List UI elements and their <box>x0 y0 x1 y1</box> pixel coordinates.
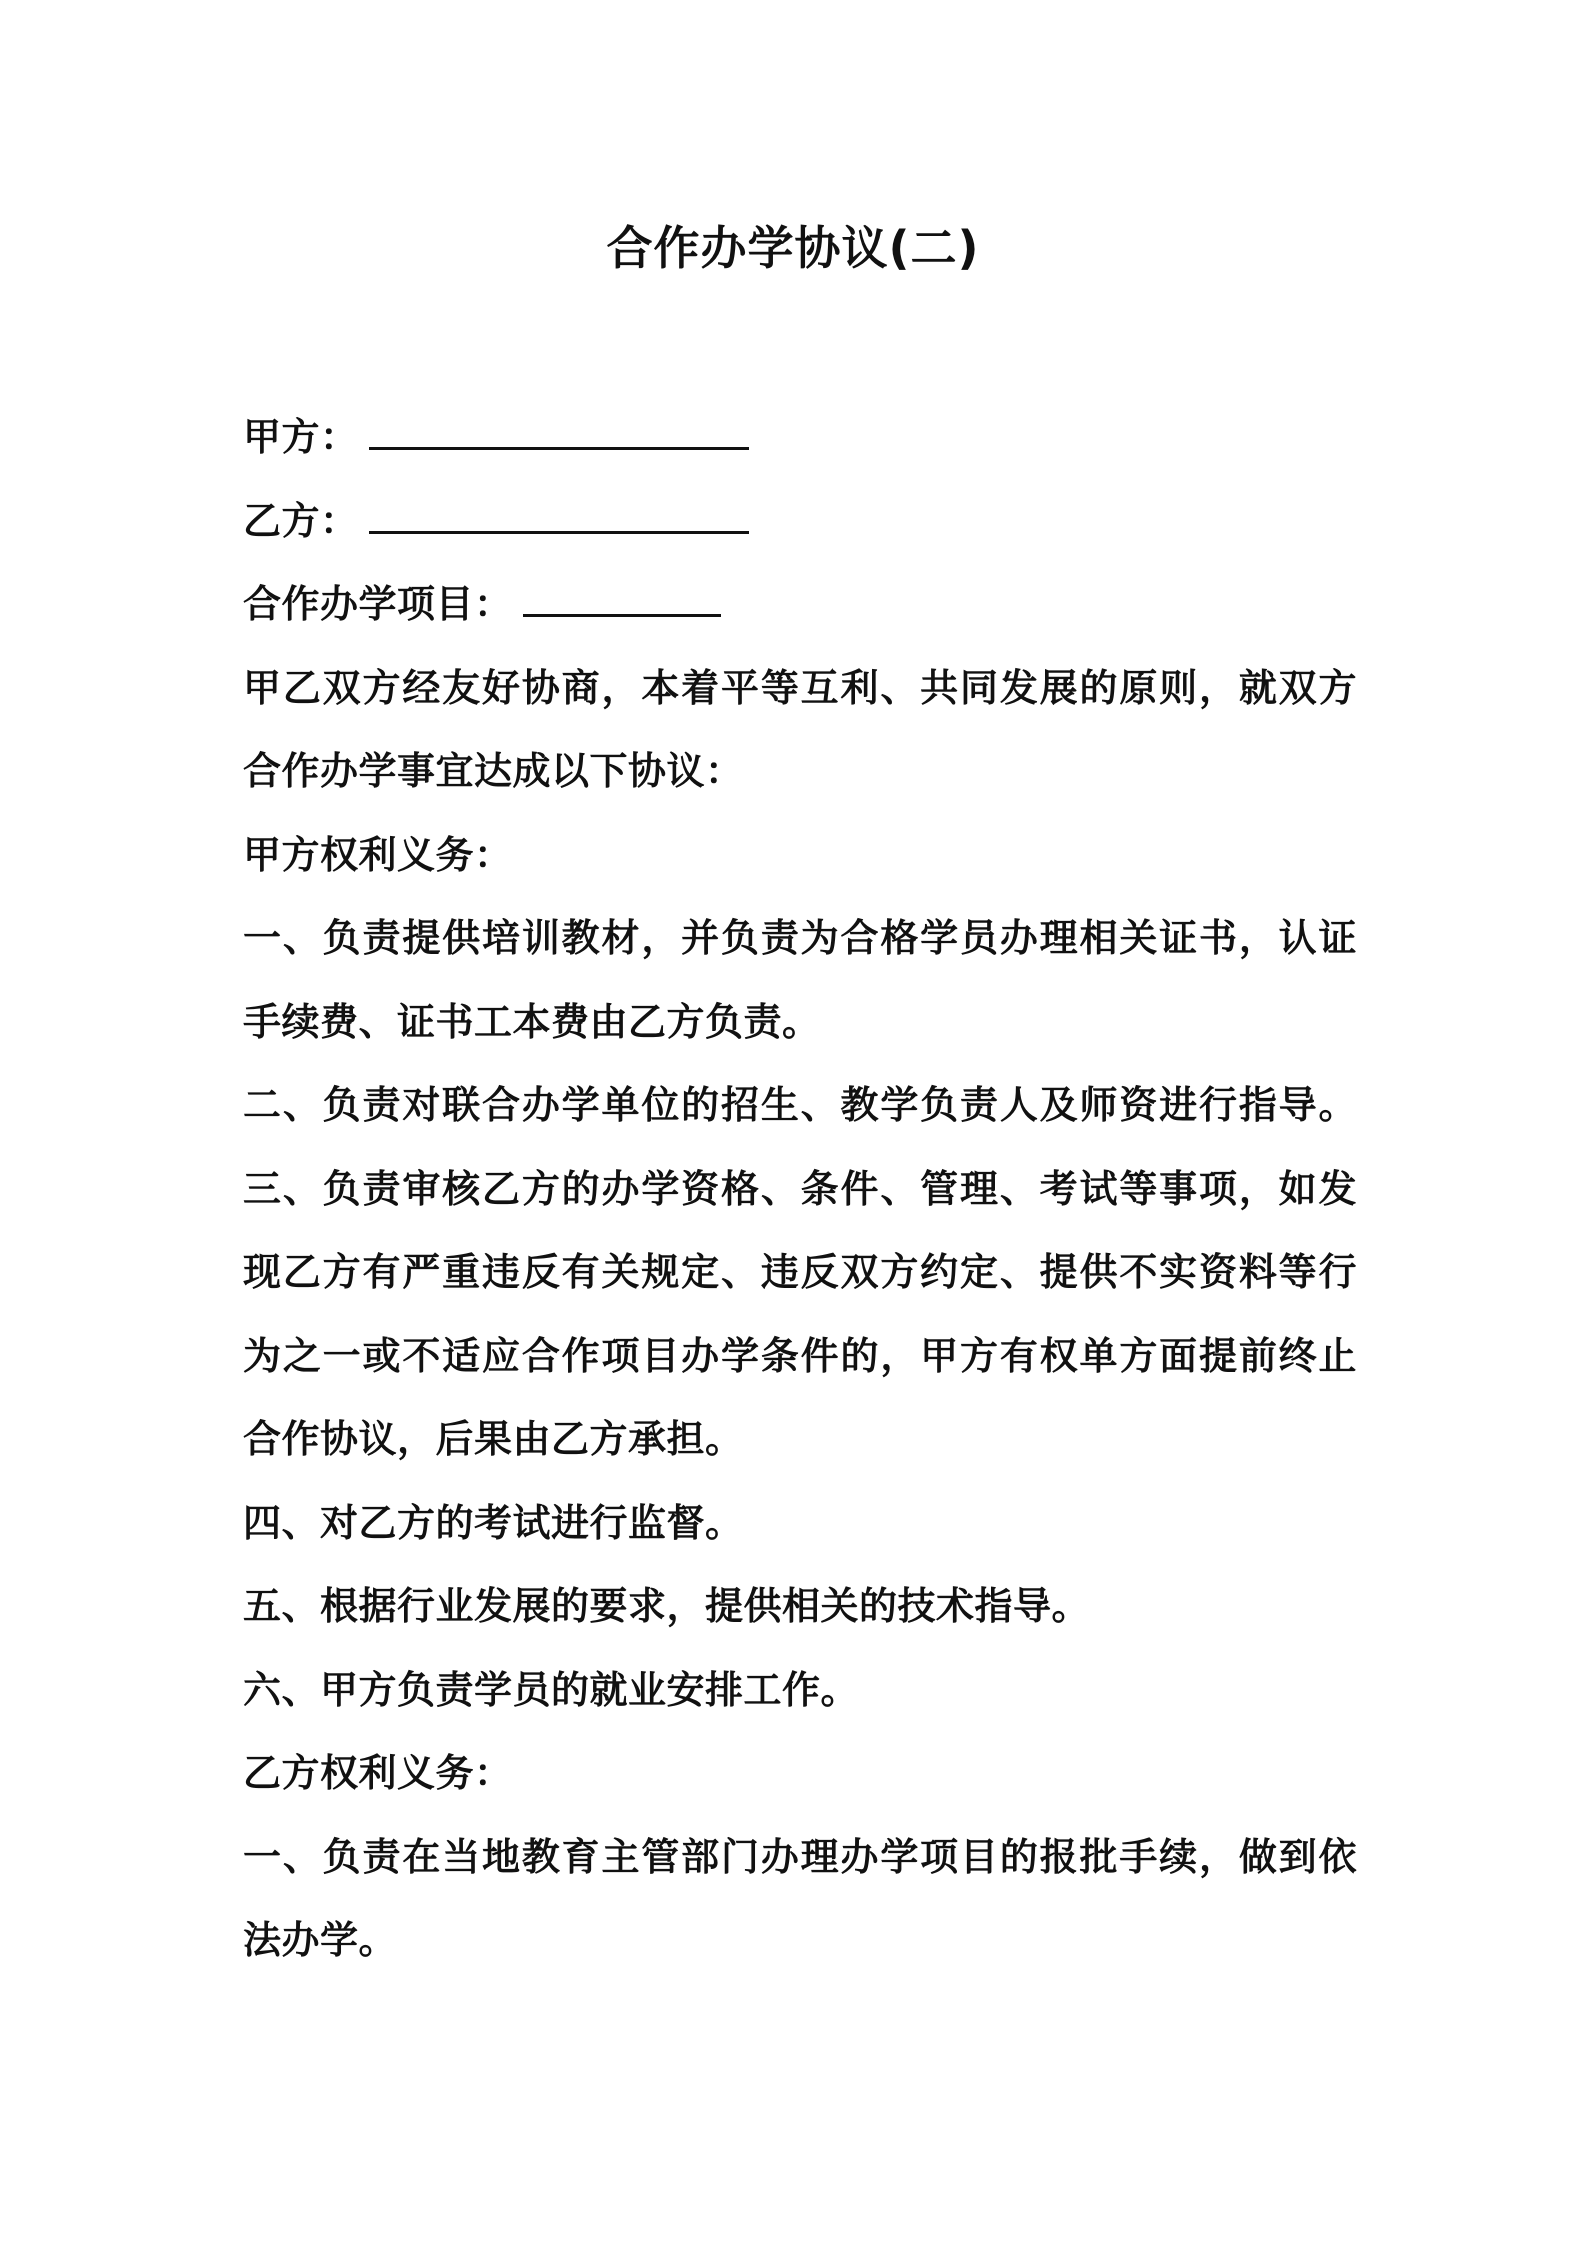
paragraph-line: 四、对乙方的考试进行监督。 <box>243 1500 744 1545</box>
document-title: 合作办学协议(二) <box>606 221 980 275</box>
paragraph-line: 现乙方有严重违反有关规定、违反双方约定、提供不实资料等行 <box>243 1250 1357 1294</box>
paragraph-line: 法办学。 <box>243 1918 398 1962</box>
project-blank <box>523 584 721 617</box>
project-line <box>243 563 1357 647</box>
paragraph-line: 五、根据行业发展的要求，提供相关的技术指导。 <box>243 1584 1091 1628</box>
project-label: 合作办学项目： <box>243 582 513 626</box>
section-heading-party-b: 乙方权利义务： <box>243 1751 513 1795</box>
paragraph-line: 三、负责审核乙方的办学资格、条件、管理、考试等事项，如发 <box>243 1166 1357 1211</box>
paragraph-line: 一、负责提供培训教材，并负责为合格学员办理相关证书，认证 <box>243 916 1357 960</box>
paragraph-line: 六、甲方负责学员的就业安排工作。 <box>243 1667 860 1712</box>
paragraph-line: 手续费、证书工本费由乙方负责。 <box>243 999 821 1044</box>
party-a-blank <box>369 417 749 450</box>
paragraph-line: 甲乙双方经友好协商，本着平等互利、共同发展的原则，就双方 <box>243 665 1357 710</box>
document-body <box>243 396 1357 1983</box>
party-b-line <box>243 480 1357 564</box>
paragraph-line: 为之一或不适应合作项目办学条件的，甲方有权单方面提前终止 <box>243 1333 1357 1378</box>
paragraph-line: 一、负责在当地教育主管部门办理办学项目的报批手续，做到依 <box>243 1834 1357 1879</box>
party-b-label: 乙方： <box>243 498 359 543</box>
party-b-blank <box>369 501 749 534</box>
party-a-line <box>243 396 1357 480</box>
section-heading-party-a: 甲方权利义务： <box>243 832 513 877</box>
paragraph-line: 合作协议，后果由乙方承担。 <box>243 1417 744 1461</box>
paragraph-line: 合作办学事宜达成以下协议： <box>243 749 744 793</box>
paragraph-line: 二、负责对联合办学单位的招生、教学负责人及师资进行指导。 <box>243 1083 1357 1127</box>
party-a-label: 甲方： <box>243 415 359 459</box>
